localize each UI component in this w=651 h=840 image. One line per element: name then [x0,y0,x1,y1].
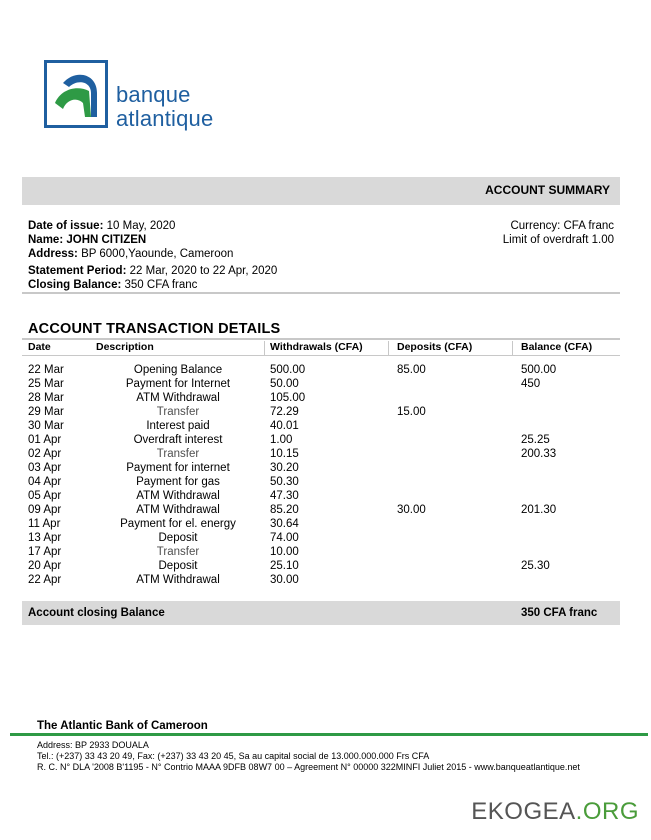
row-date: 09 Apr [28,504,62,516]
row-withdrawal: 50.30 [270,476,299,488]
row-withdrawal: 74.00 [270,532,299,544]
row-description: ATM Withdrawal [136,574,220,586]
row-date: 29 Mar [28,406,64,418]
row-date: 01 Apr [28,434,62,446]
account-summary-header [22,177,620,205]
row-date: 13 Apr [28,532,62,544]
row-description: ATM Withdrawal [136,504,220,516]
row-date: 30 Mar [28,420,64,432]
row-withdrawal: 47.30 [270,490,299,502]
currency-info: Currency: CFA franc [510,220,614,232]
row-withdrawal: 500.00 [270,364,306,376]
logo-a-icon [47,63,105,125]
row-withdrawal: 40.01 [270,420,299,432]
row-description: ATM Withdrawal [136,392,220,404]
row-date: 22 Mar [28,364,64,376]
closing-balance-label: Account closing Balance [28,607,165,619]
row-description: Overdraft interest [133,434,223,446]
header-withdrawals: Withdrawals (CFA) [270,341,363,353]
watermark [471,798,639,826]
row-description: Deposit [158,532,198,544]
footer-green-rule [10,733,648,736]
row-description: Opening Balance [133,364,223,376]
header-balance: Balance (CFA) [521,341,593,353]
header-deposits: Deposits (CFA) [397,341,473,353]
row-description: Payment for internet [126,462,230,474]
footer-phone: Tel.: (+237) 33 43 20 49, Fax: (+237) 33 43 20 45, Sa au capital social de 13.000.000.000 Frs CFA [37,751,430,761]
table-top-rule [22,338,620,340]
header-separator [388,341,389,355]
row-date: 05 Apr [28,490,62,502]
bank-name: The Atlantic Bank of Cameroon [37,720,208,732]
footer-registry: R. C. N° DLA '2008 B'1195 - N° Contrio MAAA 9DFB 08W7 00 – Agreement N° 00000 322MINFI Juliet 2015 - www.banqueatlantique.net [37,762,580,772]
row-withdrawal: 30.64 [270,518,299,530]
customer-name: Name: JOHN CITIZEN [28,234,147,246]
row-withdrawal: 1.00 [270,434,293,446]
row-description: Payment for Internet [125,378,231,390]
row-description: Transfer [156,546,200,558]
logo-text-atlantique: atlantique [116,106,214,131]
summary-divider [22,292,620,294]
row-description: Payment for gas [136,476,220,488]
row-description: Deposit [158,560,198,572]
row-date: 04 Apr [28,476,62,488]
header-separator [512,341,513,355]
row-withdrawal: 25.10 [270,560,299,572]
header-date: Date [28,341,51,353]
row-withdrawal: 10.15 [270,448,299,460]
row-balance: 25.30 [521,560,550,572]
watermark-main: EKOGEA [471,798,576,825]
row-date: 28 Mar [28,392,64,404]
row-description: ATM Withdrawal [136,490,220,502]
row-date: 11 Apr [28,518,61,530]
row-withdrawal: 50.00 [270,378,299,390]
row-withdrawal: 30.00 [270,574,299,586]
header-bottom-rule [22,355,620,356]
row-withdrawal: 30.20 [270,462,299,474]
row-deposit: 85.00 [397,364,426,376]
transaction-details-title: ACCOUNT TRANSACTION DETAILS [28,321,281,337]
row-description: Interest paid [146,420,210,432]
overdraft-limit: Limit of overdraft 1.00 [502,234,614,246]
header-description: Description [96,341,154,353]
customer-address: Address: BP 6000,Yaounde, Cameroon [28,248,234,260]
row-withdrawal: 72.29 [270,406,299,418]
date-of-issue: Date of issue: 10 May, 2020 [28,220,176,232]
row-balance: 201.30 [521,504,557,516]
row-description: Transfer [156,406,200,418]
logo-text-banque: banque [116,82,191,107]
row-date: 22 Apr [28,574,62,586]
row-withdrawal: 10.00 [270,546,299,558]
watermark-suffix: .ORG [575,798,639,825]
header-separator [264,341,265,355]
row-deposit: 30.00 [397,504,426,516]
statement-period: Statement Period: 22 Mar, 2020 to 22 Apr, 2020 [28,265,278,277]
row-balance: 200.33 [521,448,557,460]
row-description: Payment for el. energy [120,518,236,530]
row-balance: 500.00 [521,364,557,376]
row-date: 17 Apr [28,546,62,558]
row-withdrawal: 85.20 [270,504,299,516]
row-date: 20 Apr [28,560,62,572]
row-deposit: 15.00 [397,406,426,418]
account-summary-title: ACCOUNT SUMMARY [485,183,610,197]
closing-balance-value: 350 CFA franc [521,607,598,619]
closing-balance: Closing Balance: 350 CFA franc [28,279,198,291]
logo-mark [44,60,108,128]
row-balance: 25.25 [521,434,550,446]
row-description: Transfer [156,448,200,460]
row-date: 03 Apr [28,462,62,474]
row-balance: 450 [521,378,541,390]
row-date: 02 Apr [28,448,62,460]
row-withdrawal: 105.00 [270,392,306,404]
footer-address: Address: BP 2933 DOUALA [37,740,149,750]
account-closing-bar [22,601,620,625]
row-date: 25 Mar [28,378,64,390]
